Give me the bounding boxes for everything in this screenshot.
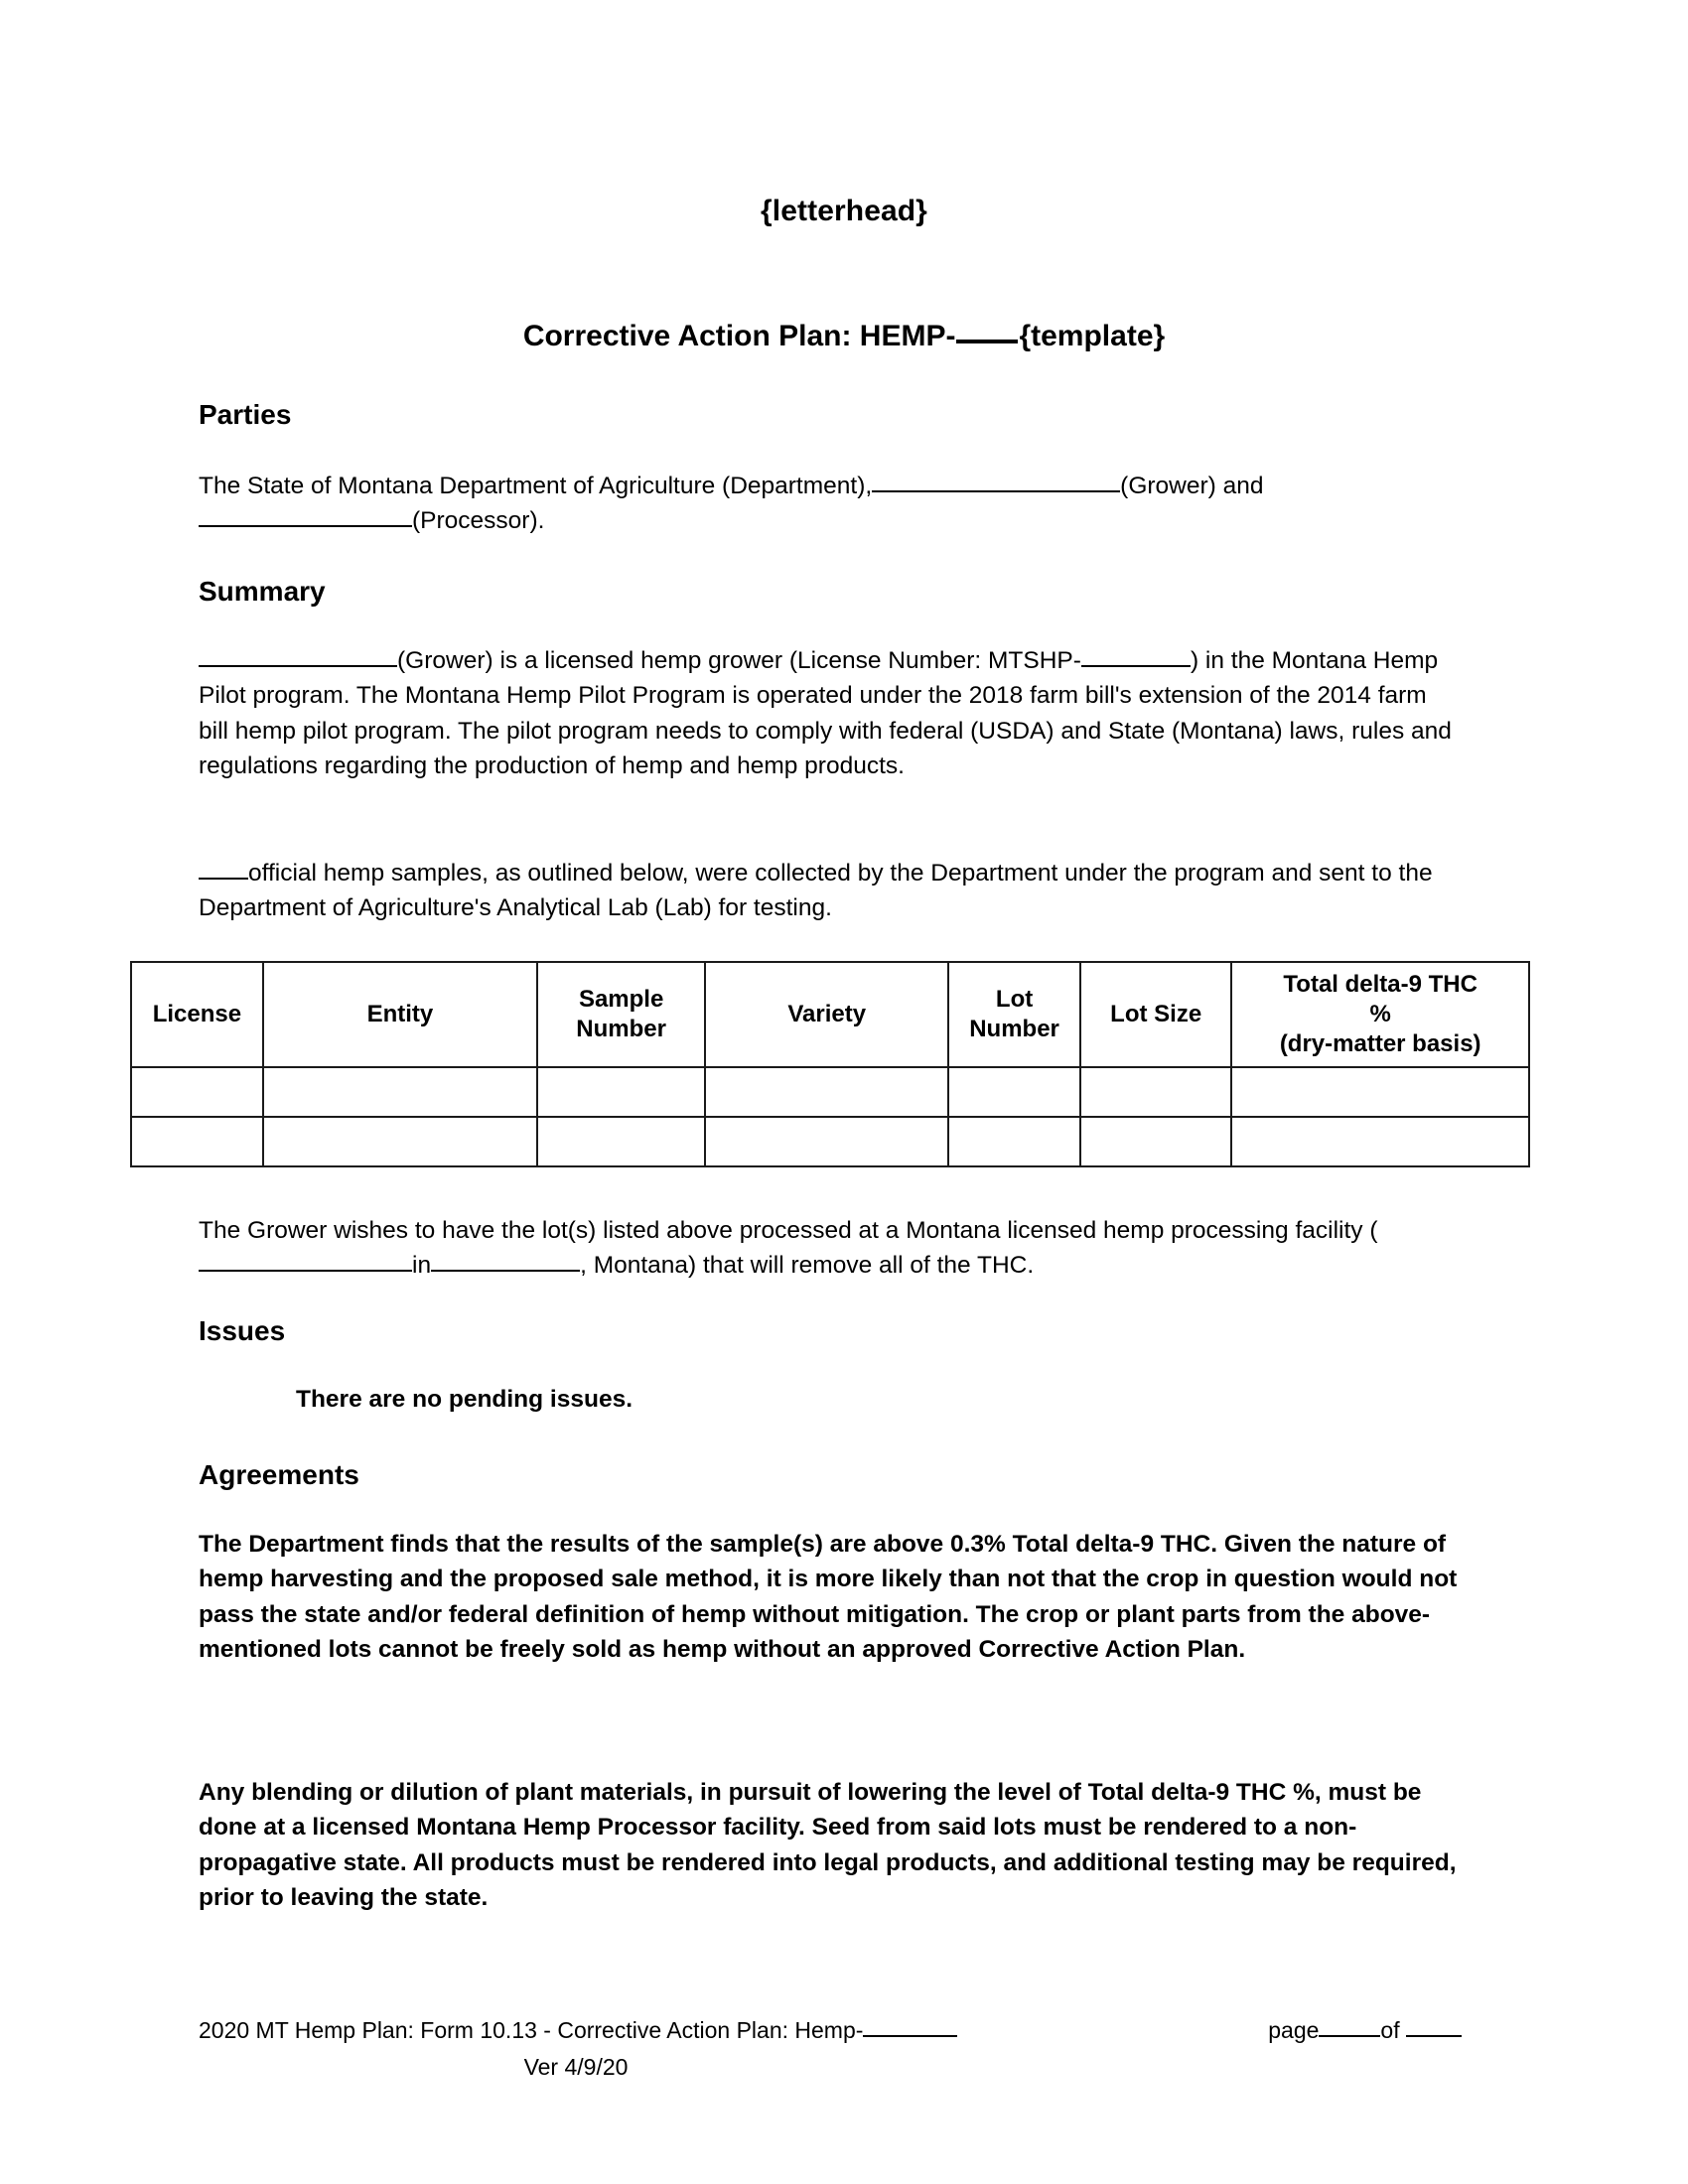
agreements-heading: Agreements	[199, 1459, 359, 1490]
table-row	[131, 1067, 1529, 1117]
column-header-lotsize-line1: Lot Size	[1110, 1001, 1202, 1028]
column-header-thc-line2: %	[1369, 1001, 1391, 1028]
column-header-entity-line1: Entity	[366, 1001, 434, 1028]
cell-lot-number[interactable]	[948, 1117, 1080, 1166]
agreements-paragraph-1: The Department finds that the results of the sample(s) are above 0.3% Total delta-9 THC. Given the nature of hemp harvesting and the proposed sale method, it is more likely than not that the crop in question would not pass the state and/or federal definition of hemp without mitigation. The crop or plant parts from the above-mentioned lots cannot be freely sold as hemp without an approved Corrective Action Plan.	[199, 1531, 1458, 1663]
cell-total-delta9-thc[interactable]	[1231, 1117, 1529, 1166]
processor-name-blank	[199, 525, 412, 527]
after-table-text-a: The Grower wishes to have the lot(s) listed above processed at a Montana licensed hemp processing facility (	[199, 1217, 1378, 1244]
footer-hemp-number-blank	[863, 2035, 957, 2037]
column-header-entity	[263, 962, 537, 1067]
table-row	[131, 1117, 1529, 1166]
grower-name-blank	[872, 490, 1120, 492]
column-header-thc-line1: Total delta-9 THC	[1283, 971, 1477, 999]
footer-page-number	[1268, 2013, 1470, 2048]
parties-paragraph	[199, 469, 1462, 539]
column-header-sample-number	[537, 962, 705, 1067]
footer-version: Ver 4/9/20	[523, 2053, 629, 2080]
column-header-lot-size	[1080, 962, 1231, 1067]
page-title-prefix: Corrective Action Plan: HEMP-	[522, 320, 956, 352]
title-blank-fill	[956, 340, 1018, 343]
parties-text-2: (Grower) and	[1120, 473, 1264, 499]
cell-sample-number[interactable]	[537, 1067, 705, 1117]
column-header-lotnum-line2: Number	[969, 1016, 1059, 1042]
footer-form-reference	[199, 2013, 957, 2048]
footer-top-row	[199, 2013, 1470, 2048]
column-header-license	[131, 962, 263, 1067]
column-header-variety-line1: Variety	[787, 1001, 867, 1028]
column-header-lot-number	[948, 962, 1080, 1067]
parties-text-3: (Processor).	[412, 507, 545, 535]
column-header-sample-line1: Sample	[578, 986, 664, 1014]
column-header-sample-line2: Number	[576, 1016, 666, 1042]
agreements-paragraph-2: Any blending or dilution of plant materials, in pursuit of lowering the level of Total delta-9 THC %, must be done at a licensed Montana Hemp Processor facility. Seed from said lots must be rendered to a non-propagative state. All products must be rendered into legal products, and additional testing may be required, prior to leaving the state.	[199, 1779, 1457, 1911]
issues-body-text: There are no pending issues.	[296, 1386, 633, 1413]
column-header-total-delta9-thc	[1231, 962, 1529, 1067]
cell-entity[interactable]	[263, 1117, 537, 1166]
cell-lot-size[interactable]	[1080, 1117, 1231, 1166]
parties-text-1: The State of Montana Department of Agriculture (Department),	[199, 473, 873, 499]
summary-grower-blank	[199, 665, 397, 667]
column-header-lotnum-line1: Lot	[995, 986, 1034, 1014]
cell-lot-size[interactable]	[1080, 1067, 1231, 1117]
facility-city-blank	[431, 1270, 580, 1272]
facility-name-blank	[199, 1270, 412, 1272]
page-title-suffix: {template}	[1019, 320, 1166, 352]
footer-total-pages-blank	[1406, 2035, 1462, 2037]
column-header-license-line1: License	[152, 1001, 242, 1028]
sample-table	[130, 961, 1530, 1167]
footer-left-text: 2020 MT Hemp Plan: Form 10.13 - Corrective Action Plan: Hemp-	[199, 2017, 864, 2043]
sample-table-body	[131, 1067, 1529, 1166]
letterhead-placeholder: {letterhead}	[761, 195, 927, 227]
parties-heading: Parties	[199, 399, 292, 430]
summary-para1-text-a: (Grower) is a licensed hemp grower (License Number: MTSHP-	[397, 647, 1081, 674]
summary-heading: Summary	[199, 576, 326, 607]
column-header-variety	[705, 962, 948, 1067]
license-number-blank	[1081, 665, 1191, 667]
summary-paragraph-2	[199, 856, 1462, 926]
footer-page-blank	[1319, 2035, 1380, 2037]
issues-heading: Issues	[199, 1315, 286, 1346]
cell-total-delta9-thc[interactable]	[1231, 1067, 1529, 1117]
footer-page-label: page	[1268, 2017, 1320, 2043]
cell-license[interactable]	[131, 1067, 263, 1117]
after-table-text-b: in	[412, 1252, 432, 1280]
cell-variety[interactable]	[705, 1067, 948, 1117]
sample-count-blank	[199, 878, 248, 880]
after-table-text-c: , Montana) that will remove all of the THC.	[580, 1252, 1035, 1280]
cell-entity[interactable]	[263, 1067, 537, 1117]
sample-table-head	[131, 962, 1529, 1067]
cell-sample-number[interactable]	[537, 1117, 705, 1166]
column-header-thc-line3: (dry-matter basis)	[1279, 1029, 1481, 1057]
processing-facility-paragraph	[199, 1213, 1462, 1284]
summary-paragraph-1	[199, 643, 1462, 783]
page-title	[0, 320, 1688, 353]
cell-lot-number[interactable]	[948, 1067, 1080, 1117]
footer-of-label: of	[1380, 2017, 1400, 2043]
summary-para1-text-b: ) in the Montana Hemp Pilot program. The Montana Hemp Pilot Program is operated under the 2018 farm bill's extension of the 2014 farm bill hemp pilot program. The pilot program needs to comply with federal (USDA) and State (Montana) laws, rules and regulations regarding the production of hemp and hemp products.	[199, 647, 1452, 779]
table-header-row	[131, 962, 1529, 1067]
cell-variety[interactable]	[705, 1117, 948, 1166]
cell-license[interactable]	[131, 1117, 263, 1166]
page-footer	[199, 2013, 1470, 2084]
summary-para2-text: official hemp samples, as outlined below, were collected by the Department under the program and sent to the Department of Agriculture's Analytical Lab (Lab) for testing.	[199, 860, 1433, 922]
